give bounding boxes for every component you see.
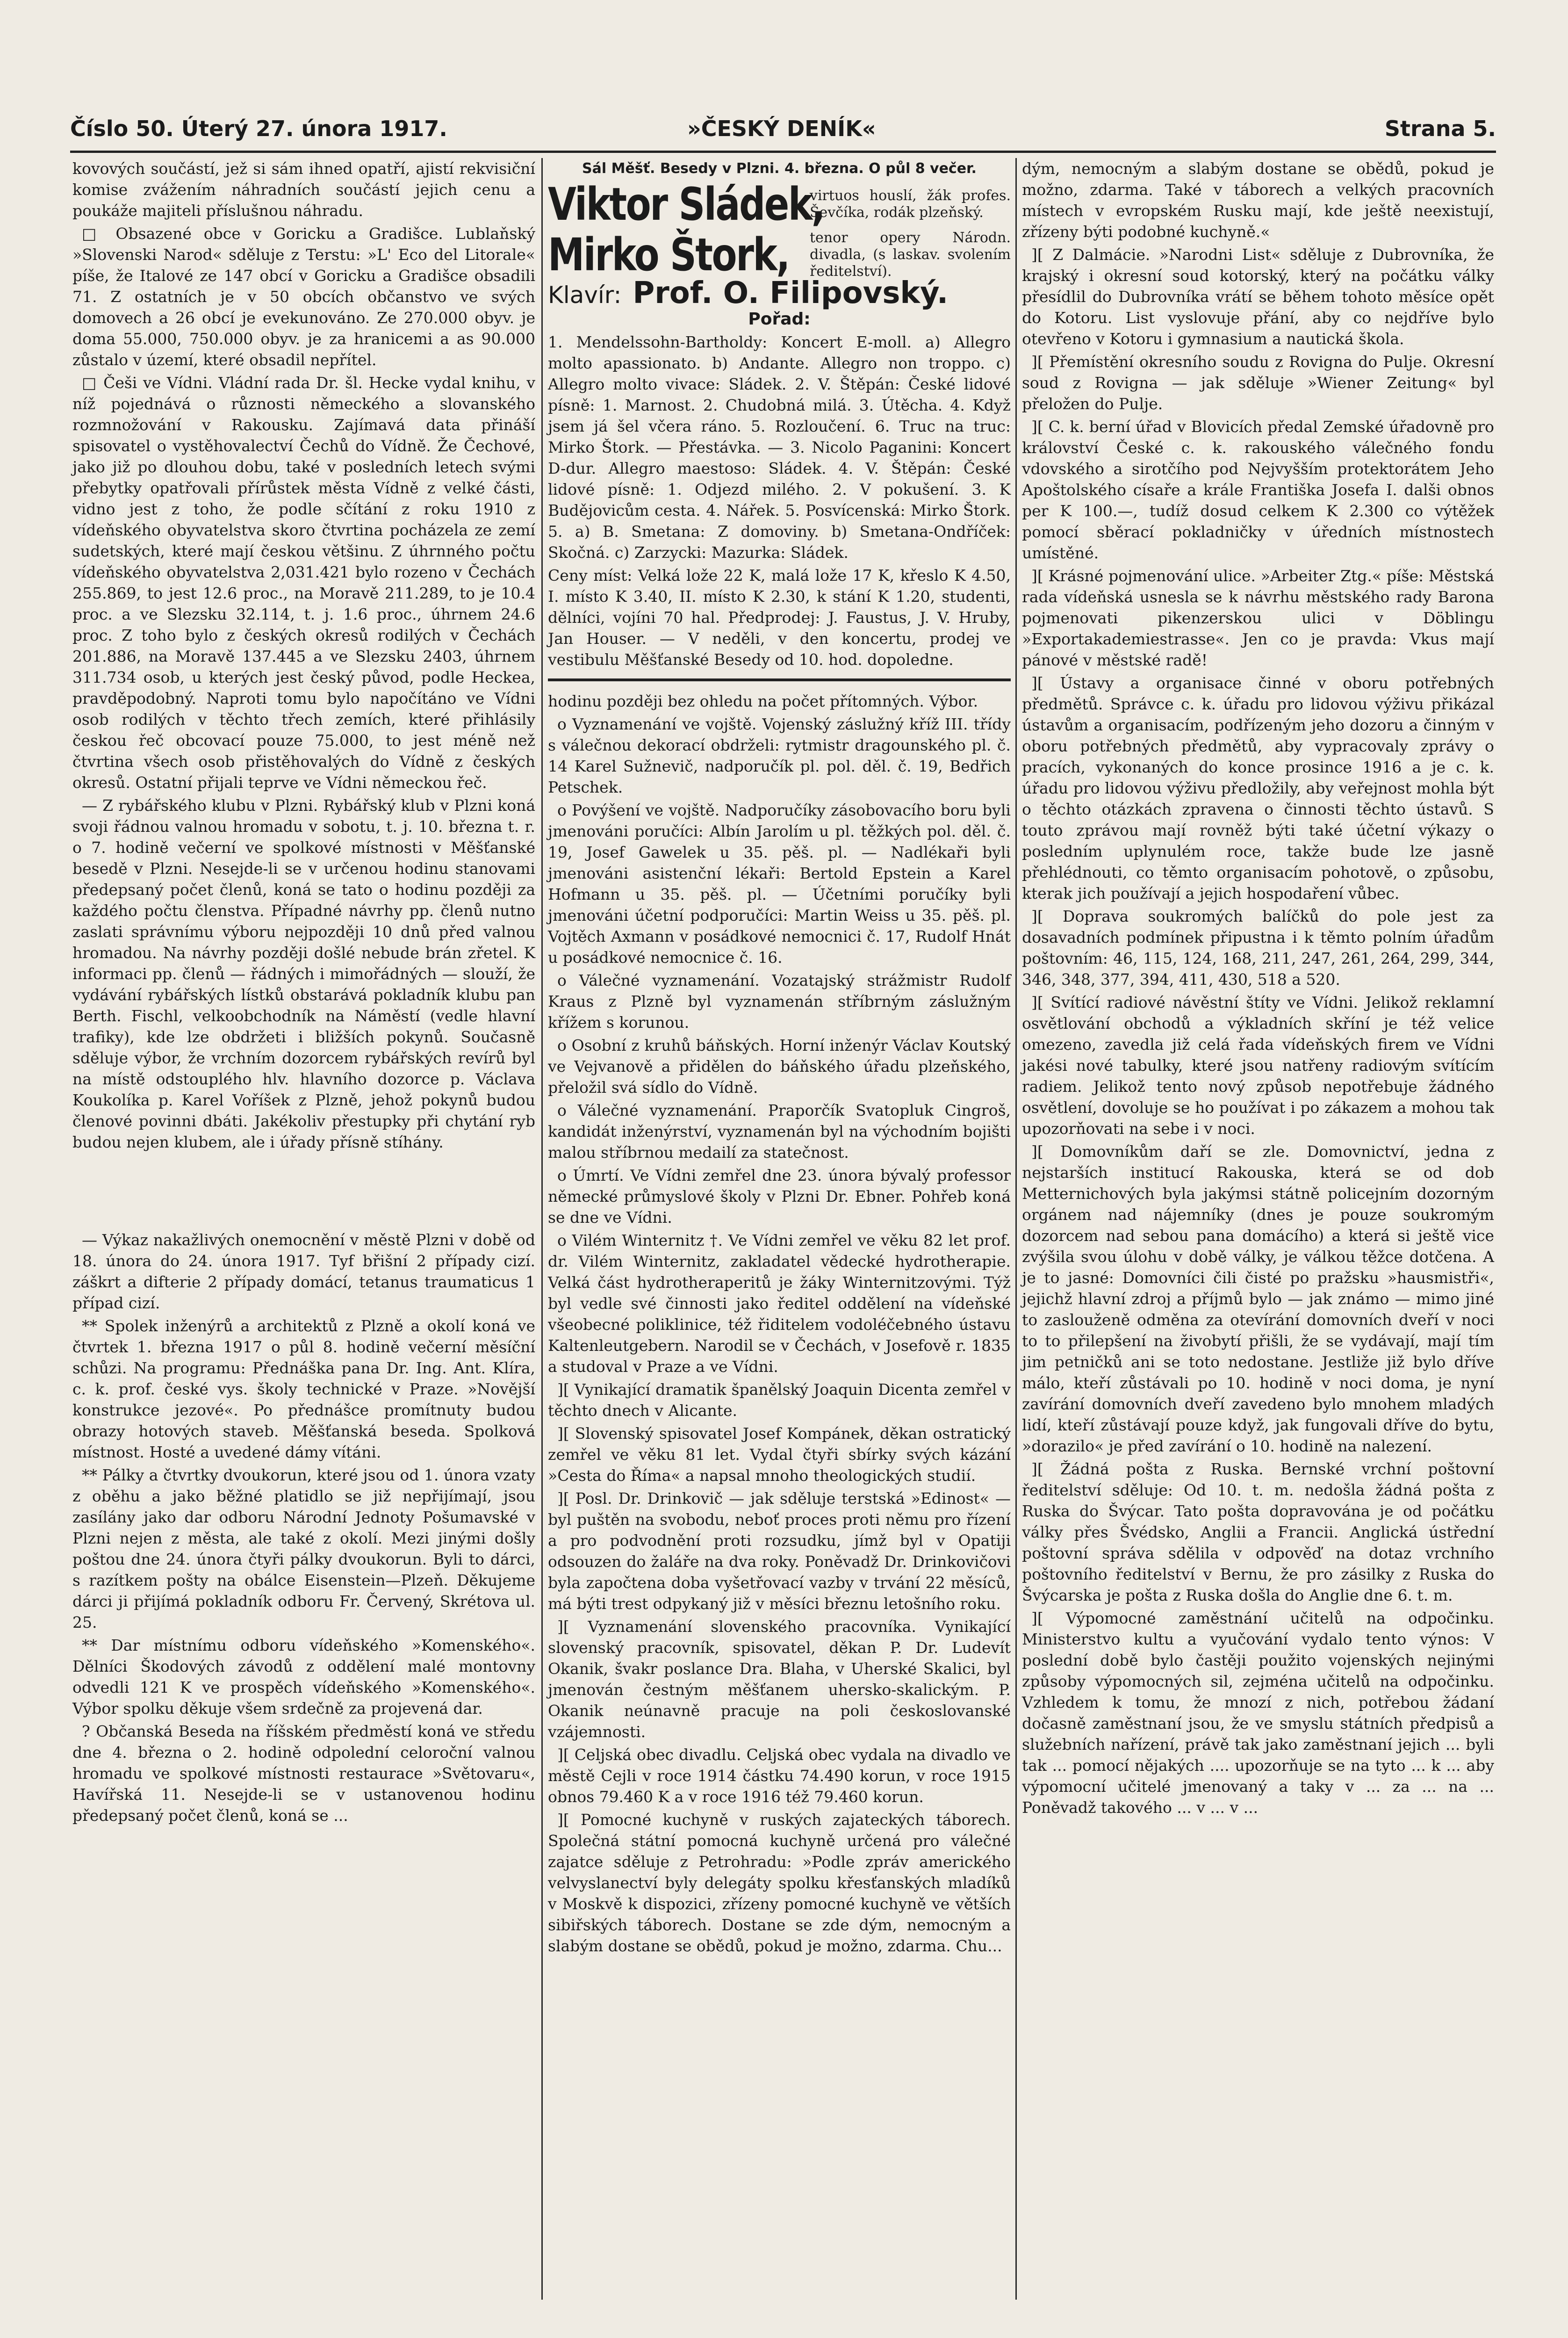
article: ** Spolek inženýrů a architektů z Plzně a okolí koná ve čtvrtek 1. března 1917 o půl 8. hodině večerní měsíční schůzi. Na programu: Přednáška pana Dr. Ing. Ant. Klíra, c. k. prof. české vys. školy technické v Praze. »Novější konstrukce jezové«. Po přednášce promítnuty budou obrazy hotových staveb. Měšťanská beseda. Spolková místnost. Hosté a uvedené dámy vítáni. <box>72 1317 535 1461</box>
piano-label: Klavír: <box>548 281 622 309</box>
pianist <box>548 276 1011 310</box>
article: ][ Žádná pošta z Ruska. Bernské vrchní poštovní ředitelství sděluje: Od 10. t. m. nedošla žádná pošta z Ruska do Švýcar. Tato pošta dopravována je od počátku války přes Švédsko, Anglii a Francii. Anglická ústřední poštovní správa sdělila v odpověď na dotaz vrchního poštovního ředitelství v Bernu, že pro zásilky z Ruska do Švýcarska je pošta z Ruska došla do Anglie dne 6. t. m. <box>1022 1460 1494 1604</box>
article: ** Dar místnímu odboru vídeňského »Komenského«. Dělníci Škodových závodů z oddělení malé montovny odvedli 121 K ve prospěch vídeňského »Komenského«. Výbor spolku děkuje všem srdečně za projevená dar. <box>72 1636 535 1717</box>
performer-desc: tenor opery Národn. divadla, (s laskav. svolením ředitelství). <box>810 230 1011 280</box>
article: — Výkaz nakažlivých onemocnění v městě Plzni v době od 18. února do 24. února 1917. Tyf břišní 2 případy cizí. záškrt a difterie 2 případy domácí, tetanus traumaticus 1 případ cizí. <box>72 1231 535 1312</box>
performer-2 <box>548 230 1011 280</box>
program-text: 1. Mendelssohn-Bartholdy: Koncert E-moll. a) Allegro molto apassionato. b) Andante. Allegro non troppo. c) Allegro molto vivace: Sládek. 2. V. Štěpán: České lidové písně: 1. Marnost. 2. Chudobná milá. 3. Útěcha. 4. Když jsem já šel včera ráno. 5. Rozloučení. 6. Truc na truc: Mirko Štork. — Přestávka. — 3. Nicolo Paganini: Koncert D-dur. Allegro maestoso: Sládek. 4. V. Štěpán: České lidové písně: 1. Odjezd milého. 2. V pokušení. 3. K Budějovicům cesta. 4. Nářek. 5. Posvícenská: Mirko Štork. 5. a) B. Smetana: Z domoviny. b) Smetana-Ondříček: Skočná. c) Zarzycki: Mazurka: Sládek. <box>548 333 1011 562</box>
column-right <box>1022 158 1494 1820</box>
article: ][ Vyznamenání slovenského pracovníka. Vynikající slovenský pracovník, spisovatel, děkan P. Dr. Ludevít Okanik, švakr poslance Dra. Blaha, v Uherské Skalici, byl jmenován čestným měšťanem uhersko-skalickým. P. Okanik neúnavně pracuje na poli českoslovanské vzájemnosti. <box>548 1617 1011 1741</box>
article: ][ C. k. berní úřad v Blovicích předal Zemské úřadovně pro království České c. k. rakouského válečného fondu vdovského a sirotčího pod Nejvyšším protektorátem Jeho Apoštolského císaře a krále Františka Josefa I. dalši obnos per K 100.—, tudíž dosud celkem K 2.300 co výtěžek pomocí sběrací pokladničky v úředních místnostech umístěné. <box>1022 418 1494 562</box>
article: hodinu později bez ohledu na počet přítomných. Výbor. <box>548 692 978 710</box>
article: — Z rybářského klubu v Plzni. Rybářský klub v Plzni koná svoji řádnou valnou hromadu v sobotu, t. j. 10. března t. r. o 7. hodině večerní ve spolkové místnosti v Měšťanské besedě v Plzni. Nesejde-li se v určenou hodinu stanovami předepsaný počet členů, koná se tato o hodinu později za každého počtu členstva. Případné návrhy pp. členů nutno zaslati správnímu výboru nejpozději 10 dnů před valnou hromadou. Na návrhy později došlé nebude brán zřetel. K informaci pp. členů — řádných i mimořádných — slouží, že vydávání rybářských lístků obstarává pokladník klubu pan Berth. Fischl, velkoobchodník na Náměstí (vedle hlavní trafiky), kde lze obdržeti i bližších pokynů. Současně sděluje výbor, že vrchním dozorcem rybářských revírů byl na místě odstouplého hlv. hlavního dozorce p. Václava Koukolíka p. Karel Voříšek z Plzně, jehož pokynů budou členové povinni dbáti. Jakékoliv přestupky při chytání ryb budou nejen klubem, ale i úřady přísně stíhány. <box>72 796 535 1151</box>
article: o Válečné vyznamenání. Vozatajský strážmistr Rudolf Kraus z Plzně byl vyznamenán stříbrným záslužným křížem s korunou. <box>548 971 1011 1032</box>
article: o Válečné vyznamenání. Praporčík Svatopluk Cingroš, kandidát inženýrství, vyznamenán byl na východním bojišti malou stříbrnou medailí za statečnost. <box>548 1101 1011 1162</box>
concert-advertisement <box>548 158 1011 681</box>
program-heading: Pořad: <box>748 310 811 329</box>
article: ][ Výpomocné zaměstnání učitelů na odpočinku. Ministerstvo kultu a vyučování vydalo tento výnos: V poslední době bylo častěji použito vojenských nejinými způsoby výpomocných sil, zejména učitelů na odpočinku. Vzhledem k tomu, že mnozí z nich, potřebou žádaní dočasně zaměstnaní jsou, že ve smyslu státních předpisů a služebních nařízení, právě tak jako zaměstnaní jejich ... byli tak ... pomocí nějakých .... upozorňuje se na tyto ... k ... aby výpomocní učitelé jmenovaný a taky v ... za ... na ... Poněvadž takového ... v ... v ... <box>1022 1609 1494 1817</box>
article: ][ Krásné pojmenování ulice. »Arbeiter Ztg.« píše: Městská rada vídeňská usnesla se k návrhu městského rady Barona pojmenovati pikenzerskou ulici v Döblingu »Exportakademiestrasse«. Jen co je pravda: Vkus mají pánové v městské radě! <box>1022 567 1494 669</box>
article: ][ Domovníkům daří se zle. Domovnictví, jedna z nejstarších institucí Rakouska, která se od dob Metternichových byla jakýmsi státně policejním dozorným orgánem nad nájemníky (dnes je pouze soukromým dozorcem nad sebou pana domácího) a která si ještě vice zvýšila svou úlohu v době války, je válkou těžce dotčena. A je to jasné: Domovníci čili čisté po pražsku »hausmistři«, jejichž hlavní zdroj a příjmů bylo — jak známo — mimo jiné to zaslouženě odměna za otevírání domovních dveří v noci to to přilepšení na živobytí přišli, že se vydávají, mají tím jim petničků ani se toto nedostane. Jestliže již bylo dříve málo, kteří zůstávali po 10. hodině v noci doma, je nyní zavírání domovních dveří zavedeno bylo mnohem mladých lidí, kteří zůstávají pouze když, jak fungovali dříve do bytu, »dorazilo« je před zavírání o 10. hodině na nalezení. <box>1022 1142 1494 1455</box>
article: □ Obsazené obce v Goricku a Gradišce. Lublaňský »Slovenski Narod« sděluje z Terstu: »L' Eco del Litorale« píše, že Italové ze 147 obcí v Goricku a Gradišce obsadili 71. Z ostatních je v 50 obcích občanstvo ve svých domovech a 26 obcí je evekunováno. Ze 270.000 obyv. je doma 55.000, 750.000 obyv. je za hranicemi a as 90.000 zůstalo v území, které obsadil nepřítel. <box>72 224 535 369</box>
issue-date: Číslo 50. Úterý 27. února 1917. <box>70 116 447 141</box>
article: ][ Svítící radiové návěstní štíty ve Vídni. Jelikož reklamní osvětlování obchodů a výkladních skříní je též velice omezeno, zavedla již celá řada vídeňských firem ve Vídni jakési nové tabulky, které jsou natřeny radiovým svítícím radiem. Jelikož tento nový způsob nepotřebuje žádného osvětlení, dovoluje se ho používat i po zákazem a mohou tak upozorňovati na sebe i v noci. <box>1022 993 1494 1138</box>
article: dým, nemocným a slabým dostane se obědů, pokud je možno, zdarma. Také v táborech a velkých pracovních místech v evropském Rusku mají, kde ještě neexistují, zřízeny býti podobné kuchyně.« <box>1022 159 1494 241</box>
column-left <box>72 158 535 1828</box>
article: ** Pálky a čtvrtky dvoukorun, které jsou od 1. února vzaty z oběhu a jako běžné platidlo se již nepřijímají, jsou zasílány jako dar odboru Národní Jednoty Pošumavské v Plzni nejen z města, ale také z okolí. Mezi jinými došly poštou dne 24. února čtyři pálky dvoukorun. Byli to dárci, s razítkem pošty na obálce Eisenstein—Plzeň. Děkujeme dárci ji přijímá pokladník odboru Fr. Červený, Skrétova ul. 25. <box>72 1466 535 1631</box>
article: o Osobní z kruhů báňských. Horní inženýr Václav Koutský ve Vejvanově a přidělen do báňského úřadu plzeňského, přeložil svá sídlo do Vídně. <box>548 1036 1011 1097</box>
article: ][ Ústavy a organisace činné v oboru potřebných předmětů. Správce c. k. úřadu pro lidovou výživu přikázal ústavům a organisacím, podřízeným jeho dozoru a činným v oboru potřebných předmětů, aby vypracovaly zprávy o pracích, vykonaných do konce prosince 1916 a je c. k. úřadu pro lidovou výživu předložily, aby veřejnost mohla být o těchto otázkách zpravena o činnosti těchto ústavů. S touto zprávou mají rovněž býti také účetní výkazy o posledním uplynulém roce, takže bude lze jasně přehlédnouti, co těmto organisacím pohotově, o způsobu, kterak jich používají a jejich hospodaření vůbec. <box>1022 674 1494 902</box>
article: o Vyznamenání ve vojště. Vojenský záslužný kříž III. třídy s válečnou dekorací obdrželi: rytmistr dragounského pl. č. 14 Karel Sužnevič, nadporučík pl. pol. děl. č. 19, Bedřich Petschek. <box>548 715 1011 796</box>
performer-name: Viktor Sládek, <box>548 178 825 231</box>
article: ][ Posl. Dr. Drinkovič — jak sděluje terstská »Edinost« — byl puštěn na svobodu, neboť proces proti němu pro řízení a pro podvodnění proti rozsudku, jímž byl v Opatiji odsouzen do žaláře na dva roky. Poněvadž Dr. Drinkovičovi byla započtena doba vyšetřovací vazby v trvání 22 měsíců, má býti trest odpykaný již v měsíci březnu letošního roku. <box>548 1489 1011 1613</box>
column-middle <box>548 158 1011 1958</box>
spacer <box>72 1155 535 1229</box>
performer-name: Mirko Štork, <box>548 229 789 281</box>
article: ][ Slovenský spisovatel Josef Kompánek, děkan ostratický zemřel ve věku 81 let. Vydal čtyři sbírky svých kázání »Cesta do Říma« a napsal mnoho theologických studií. <box>548 1424 1011 1485</box>
column-divider <box>541 158 543 2300</box>
header-rule <box>70 151 1496 153</box>
article: ][ Přemístění okresního soudu z Rovigna do Pulje. Okresní soud z Rovigna — jak sděluje »Wiener Zeitung« byl přeložen do Pulje. <box>1022 353 1494 413</box>
article: o Vilém Winternitz †. Ve Vídni zemřel ve věku 82 let prof. dr. Vilém Winternitz, zakladatel vědecké hydrotherapie. Velká část hydrotheraperitů je žáky Winternitzovými. Týž byl vedle své činnosti jako ředitel oddělení na vídeňské všeobecné poliklinice, též řiditelem vodoléčebného ústavu Kaltenleutgebern. Narodil se v Čechách, v Josefově r. 1835 a studoval v Praze a ve Vídni. <box>548 1231 1011 1376</box>
column-divider <box>1015 158 1017 2300</box>
article: o Úmrtí. Ve Vídni zemřel dne 23. února bývalý professor německé průmyslové školy v Plzni Dr. Ebner. Pohřeb koná se dne ve Vídni. <box>548 1166 1011 1227</box>
performer-desc: virtuos houslí, žák profes. Ševčíka, rodák plzeňský. <box>810 188 1011 221</box>
performer-1 <box>548 180 1011 229</box>
article: o Povýšení ve vojště. Nadporučíky zásobovacího boru byli jmenováni poručíci: Albín Jarolím u pl. těžkých pol. děl. č. 19, Josef Gawelek u 35. pěš. pl. — Nadlékaři byli jmenováni asistenční lékaři: Bertold Epstein a Karel Hofmann u 35. pěš. pl. — Účetními poručíky byli jmenováni účetní podporučíci: Martin Weiss u 35. pěš. pl. Vojtěch Axmann v posádkové nemocnici č. 17, Rudolf Hnát u posádkové nemocnice č. 16. <box>548 801 1011 967</box>
pianist-name: Prof. O. Filipovský. <box>633 276 949 310</box>
article: ? Občanská Beseda na říšském předměstí koná ve středu dne 4. března o 2. hodině odpolední celoroční valnou hromadu ve spolkové místnosti restaurace »Světovaru«, Havířská 11. Nesejde-li se v ustanovenou hodinu předepsaný počet členů, koná se ... <box>72 1722 535 1825</box>
page-number: Strana 5. <box>1384 116 1496 141</box>
ticket-prices: Ceny míst: Velká lože 22 K, malá lože 17 K, křeslo K 4.50, I. místo K 3.40, II. místo K 2.30, k stání K 1.20, studenti, dělníci, vojíni 70 hal. Předprodej: J. Faustus, J. V. Hruby, Jan Houser. — V neděli, v den koncertu, prodej ve vestibulu Měšťanské Besedy od 10. hod. dopoledne. <box>548 566 1011 669</box>
page-header <box>70 107 1496 144</box>
article: ][ Vynikající dramatik španělský Joaquin Dicenta zemřel v těchto dnech v Alicante. <box>548 1380 1011 1420</box>
masthead-title: »ČESKÝ DENÍK« <box>687 116 876 141</box>
article: ][ Doprava soukromých balíčků do pole jest za dosavadních podmínek připustna i k těmto polním úřadům poštovním: 46, 115, 124, 168, 211, 247, 261, 264, 299, 344, 346, 348, 377, 394, 411, 430, 518 a 520. <box>1022 907 1494 989</box>
article: ][ Z Dalmácie. »Narodni List« sděluje z Dubrovníka, že krajský i okresní soud kotorský, který na počátku války přesídlil do Dubrovníka vrátí se během tohoto měsíce opět do Kotoru. List vyslovuje přání, aby co nejdříve bylo otevřeno v Kotoru i gymnasium a nautická škola. <box>1022 245 1494 348</box>
article: kovových součástí, jež si sám ihned opatří, ajistí rekvisiční komise zvážením náhradních součástí jejich cenu a poukáže majiteli příslušnou náhradu. <box>72 159 535 220</box>
article: ][ Pomocné kuchyně v ruských zajateckých táborech. Společná státní pomocná kuchyně určená pro válečné zajatce sděluje z Petrohradu: »Podle zpráv amerického velvyslanectví byly delegáty spolku křesťanských mladíků v Moskvě k dispozici, zřízeny pomocné kuchyně ve větších sibiřských táborech. Dostane se zde dým, nemocným a slabým dostane se obědů, pokud je možno, zdarma. Chu... <box>548 1811 1011 1955</box>
article: ][ Celjská obec divadlu. Celjská obec vydala na divadlo ve městě Cejli v roce 1914 částku 74.490 korun, v roce 1915 obnos 79.460 K a v roce 1916 též 79.460 korun. <box>548 1746 1011 1806</box>
article: □ Češi ve Vídni. Vládní rada Dr. šl. Hecke vydal knihu, v níž pojednává o různosti německého a slovanského rozmnožování v Rakousku. Zajímavá data přináší spisovatel o vystěhovalectví Čechů do Vídně. Že Čechové, jako již po dlouhou dobu, také v posledních letech svými přebytky opatřovali přírůstek města Vídně z velké části, vidno jest z toho, že podle sčítání z roku 1910 z vídeňského obyvatelstva skoro čtvrtina pocházela ze zemí sudetských, které mají českou většinu. Z úhrnného počtu vídeňského obyvatelstva 2,031.421 bylo rozeno v Čechách 255.869, to jest 12.6 proc., na Moravě 211.289, to je 10.4 proc. a ve Slezsku 32.114, t. j. 1.6 proc., úhrnem 24.6 proc. Z toho bylo z českých okresů rodilých v Čechách 201.886, na Moravě 137.445 a ve Slezsku 2403, úhrnem 311.734 osob, u kterých jest český původ, podle Heckea, pravděpodobný. Naproti tomu bylo napočítáno ve Vídni osob rodilých v těchto třech zemích, které přihlásily českou řeč obcovací pouze 75.000, to jest méně než čtvrtina všech osob přistěhovalých do Vídně z českých okresů. Ostatní přijali teprve ve Vídni německou řeč. <box>72 374 535 792</box>
concert-venue: Sál Měšť. Besedy v Plzni. 4. března. O půl 8 večer. <box>582 160 977 177</box>
